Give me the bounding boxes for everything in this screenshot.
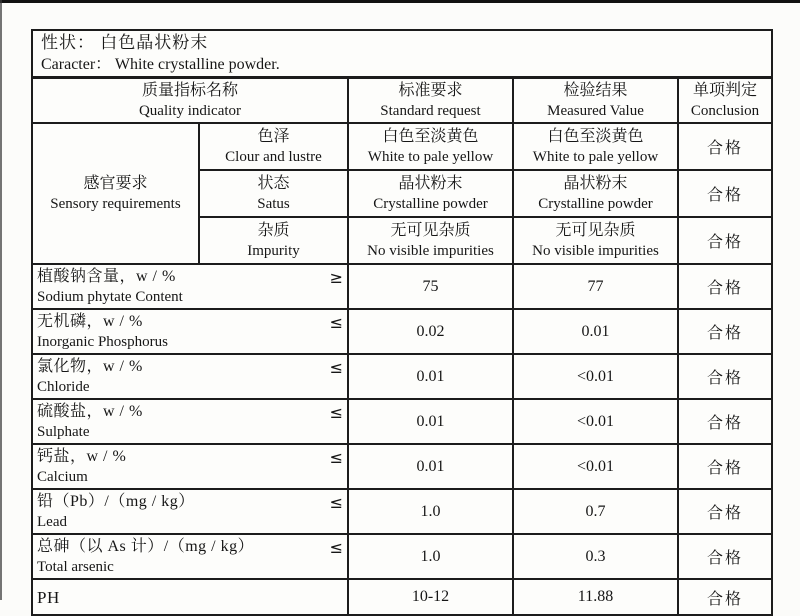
conclusion-cell: 合格 [678, 534, 772, 579]
column-header-row [32, 78, 772, 124]
name-zh: 植酸钠含量，w / % [37, 268, 176, 285]
standard-cell: 1.0 [348, 489, 513, 534]
conclusion-cell: 合格 [678, 123, 772, 170]
sensory-name-cell [199, 217, 348, 264]
row-sodium-phytate [32, 264, 772, 309]
conclusion-cell: 合格 [678, 354, 772, 399]
standard-en: White to pale yellow [367, 149, 494, 165]
name-en: Chloride [37, 379, 90, 395]
name-cell [32, 264, 348, 309]
measured-cell [513, 170, 678, 217]
measured-cell: 0.7 [513, 489, 678, 534]
conclusion-cell: 合格 [678, 444, 772, 489]
measured-cell [513, 217, 678, 264]
row-sulphate [32, 399, 772, 444]
relation-symbol: ≥ [329, 268, 343, 287]
name-en: Lead [37, 514, 67, 530]
header-standard-en: Standard request [380, 103, 481, 119]
header-conclusion [678, 78, 772, 124]
conclusion-cell: 合格 [678, 264, 772, 309]
measured-cell: 0.3 [513, 534, 678, 579]
standard-zh: 白色至淡黄色 [382, 128, 479, 145]
measured-cell: <0.01 [513, 399, 678, 444]
name-en: Inorganic Phosphorus [37, 334, 168, 350]
property-text-zh: 性状： 白色晶状粉末 [41, 33, 209, 52]
name-cell [32, 309, 348, 354]
standard-cell [348, 217, 513, 264]
relation-symbol: ≤ [329, 403, 343, 422]
name-en: Calcium [37, 469, 88, 485]
sensory-name-cell [199, 123, 348, 170]
measured-en: White to pale yellow [532, 149, 659, 165]
relation-symbol: ≤ [329, 493, 343, 512]
standard-cell [348, 170, 513, 217]
standard-zh: 无可见杂质 [390, 222, 471, 239]
name-cell [32, 444, 348, 489]
row-calcium [32, 444, 772, 489]
name-zh: 钙盐，w / % [37, 448, 127, 465]
header-quality-en: Quality indicator [138, 103, 242, 119]
measured-cell: <0.01 [513, 444, 678, 489]
name-en: Total arsenic [37, 559, 114, 575]
standard-cell: 0.01 [348, 354, 513, 399]
name-cell [32, 489, 348, 534]
relation-symbol: ≤ [329, 448, 343, 467]
measured-zh: 白色至淡黄色 [547, 128, 644, 145]
header-measured-en: Measured Value [547, 103, 644, 119]
name-en: Sodium phytate Content [37, 289, 183, 305]
sensory-name-zh: 状态 [257, 175, 290, 192]
row-total-arsenic [32, 534, 772, 579]
name-cell [32, 534, 348, 579]
sensory-name-zh: 杂质 [257, 222, 290, 239]
sensory-name-en: Impurity [247, 243, 300, 259]
relation-symbol: ≤ [329, 313, 343, 332]
measured-cell: <0.01 [513, 354, 678, 399]
name-zh: 铅（Pb）/（mg / kg） [37, 493, 195, 510]
name-zh: PH [37, 587, 60, 607]
sensory-group-zh: 感官要求 [83, 175, 148, 192]
standard-cell: 0.01 [348, 444, 513, 489]
header-measured-value [513, 78, 678, 124]
header-conclusion-en: Conclusion [690, 103, 760, 119]
sensory-name-cell [199, 170, 348, 217]
measured-en: Crystalline powder [538, 196, 653, 212]
standard-cell: 1.0 [348, 534, 513, 579]
relation-symbol: ≤ [329, 538, 343, 557]
name-en: Sulphate [37, 424, 90, 440]
scan-edge-left [0, 0, 2, 600]
standard-en: No visible impurities [367, 243, 494, 259]
sensory-name-en: Satus [257, 196, 290, 212]
measured-cell: 0.01 [513, 309, 678, 354]
standard-cell: 75 [348, 264, 513, 309]
row-inorganic-phosphorus [32, 309, 772, 354]
header-standard-request [348, 78, 513, 124]
header-measured-zh: 检验结果 [563, 82, 628, 99]
standard-en: Crystalline powder [373, 196, 488, 212]
standard-cell: 10-12 [348, 579, 513, 615]
measured-cell: 11.88 [513, 579, 678, 615]
measured-cell: 77 [513, 264, 678, 309]
conclusion-cell: 合格 [678, 170, 772, 217]
property-cell [32, 30, 772, 78]
conclusion-cell: 合格 [678, 489, 772, 534]
sensory-name-zh: 色泽 [257, 128, 290, 145]
standard-cell: 0.01 [348, 399, 513, 444]
measured-en: No visible impurities [532, 243, 659, 259]
row-chloride [32, 354, 772, 399]
header-quality-indicator [32, 78, 348, 124]
standard-cell [348, 123, 513, 170]
name-zh: 氯化物，w / % [37, 358, 143, 375]
name-cell [32, 354, 348, 399]
sensory-row-colour [32, 123, 772, 170]
name-zh: 硫酸盐，w / % [37, 403, 143, 420]
header-conclusion-zh: 单项判定 [692, 82, 757, 99]
conclusion-cell: 合格 [678, 217, 772, 264]
conclusion-cell: 合格 [678, 579, 772, 615]
name-cell [32, 399, 348, 444]
name-zh: 无机磷，w / % [37, 313, 143, 330]
measured-zh: 晶状粉末 [563, 175, 628, 192]
sensory-group-cell [32, 123, 199, 264]
sensory-name-en: Clour and lustre [225, 149, 322, 165]
header-quality-zh: 质量指标名称 [141, 82, 238, 99]
header-standard-zh: 标准要求 [398, 82, 463, 99]
sensory-group-en: Sensory requirements [50, 196, 181, 212]
property-text-en: Caracter： White crystalline powder. [41, 56, 280, 73]
name-zh: 总砷（以 As 计）/（mg / kg） [37, 538, 255, 555]
measured-zh: 无可见杂质 [555, 222, 636, 239]
property-row [32, 30, 772, 78]
scan-edge-top [0, 0, 800, 3]
relation-symbol: ≤ [329, 358, 343, 377]
measured-cell [513, 123, 678, 170]
standard-zh: 晶状粉末 [398, 175, 463, 192]
conclusion-cell: 合格 [678, 309, 772, 354]
row-lead [32, 489, 772, 534]
conclusion-cell: 合格 [678, 399, 772, 444]
standard-cell: 0.02 [348, 309, 513, 354]
inspection-results-table [31, 29, 773, 616]
